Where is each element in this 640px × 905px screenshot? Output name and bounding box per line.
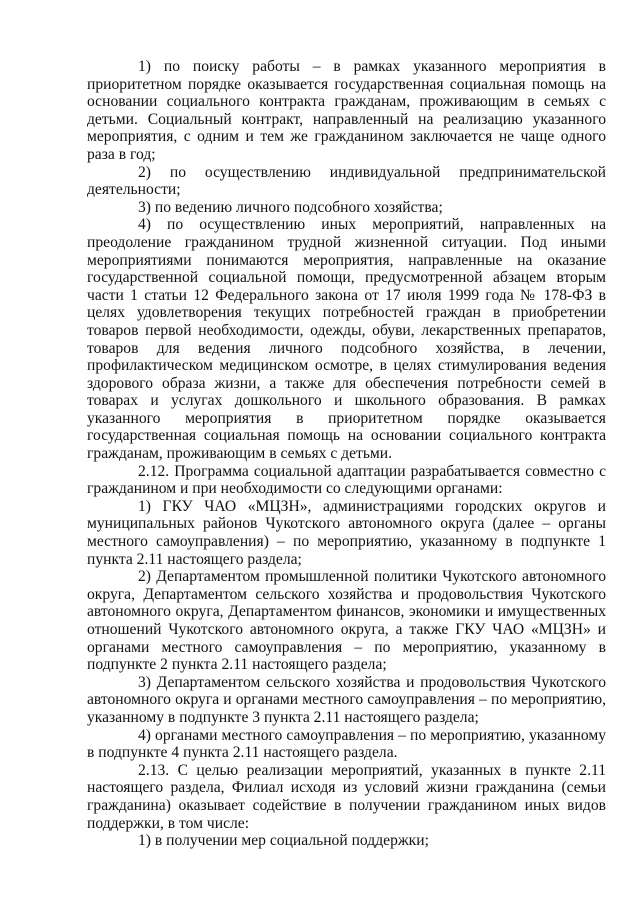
document-page [87,58,606,850]
paragraph-item-3-subsidiary-farming: 3) по ведению личного подсобного хозяйства; [138,198,443,216]
paragraph-item-2-entrepreneurship: 2) по осуществлению индивидуальной предпринимательской деятельности; [87,163,606,199]
paragraph-2-13-item-1: 1) в получении мер социальной поддержки; [138,832,429,850]
paragraph-clause-2-13: 2.13. С целью реализации мероприятий, указанных в пункте 2.11 настоящего раздела, Филиал исходя из условий жизни гражданина (семьи гражданина) оказывает содействие в получении гражданином иных видов поддержки, в том числе: [87,761,606,832]
paragraph-item-4-other-measures: 4) по осуществлению иных мероприятий, направленных на преодоление гражданином трудной жизненной ситуации. Под иными мероприятиями понимаются мероприятия, направленные на оказание государственной социальной помощи, предусмотренной абзацем вторым части 1 статьи 12 Федерального закона от 17 июля 1999 года № 178-ФЗ в целях удовлетворения текущих потребностей граждан в приобретении товаров первой необходимости, одежды, обуви, лекарственных препаратов, товаров для ведения личного подсобного хозяйства, в лечении, профилактическом медицинском осмотре, в целях стимулирования ведения здорового образа жизни, а также для обеспечения потребности семей в товарах и услугах дошкольного и школьного образования. В рамках указанного мероприятия в приоритетном порядке оказывается государственная социальная помощь на основании социального контракта гражданам, проживающим в семьях с детьми. [87,216,606,463]
paragraph-2-12-item-1: 1) ГКУ ЧАО «МЦЗН», администрациями городских округов и муниципальных районов Чукотского автономного округа (далее – органы местного самоуправления) – по мероприятию, указанному в подпункте 1 пункта 2.11 настоящего раздела; [87,497,606,568]
paragraph-2-12-item-2: 2) Департаментом промышленной политики Чукотского автономного округа, Департаментом сельского хозяйства и продовольствия Чукотского автономного округа, Департаментом финансов, экономики и имущественных отношений Чукотского автономного округа, а также ГКУ ЧАО «МЦЗН» и органами местного самоуправления – по мероприятию, указанному в подпункте 2 пункта 2.11 настоящего раздела; [87,568,606,674]
paragraph-2-12-item-4: 4) органами местного самоуправления – по мероприятию, указанному в подпункте 4 пункта 2.11 настоящего раздела. [87,726,606,762]
paragraph-2-12-item-3: 3) Департаментом сельского хозяйства и продовольствия Чукотского автономного округа и органами местного самоуправления – по мероприятию, указанному в подпункте 3 пункта 2.11 настоящего раздела; [87,673,606,726]
paragraph-item-1-job-search: 1) по поиску работы – в рамках указанного мероприятия в приоритетном порядке оказывается государственная социальная помощь на основании социального контракта гражданам, проживающим в семьях с детьми. Социальный контракт, направленный на реализацию указанного мероприятия, с одним и тем же гражданином заключается не чаще одного раза в год; [87,58,606,163]
paragraph-clause-2-12: 2.12. Программа социальной адаптации разрабатывается совместно с гражданином и при необходимости со следующими органами: [87,462,606,498]
